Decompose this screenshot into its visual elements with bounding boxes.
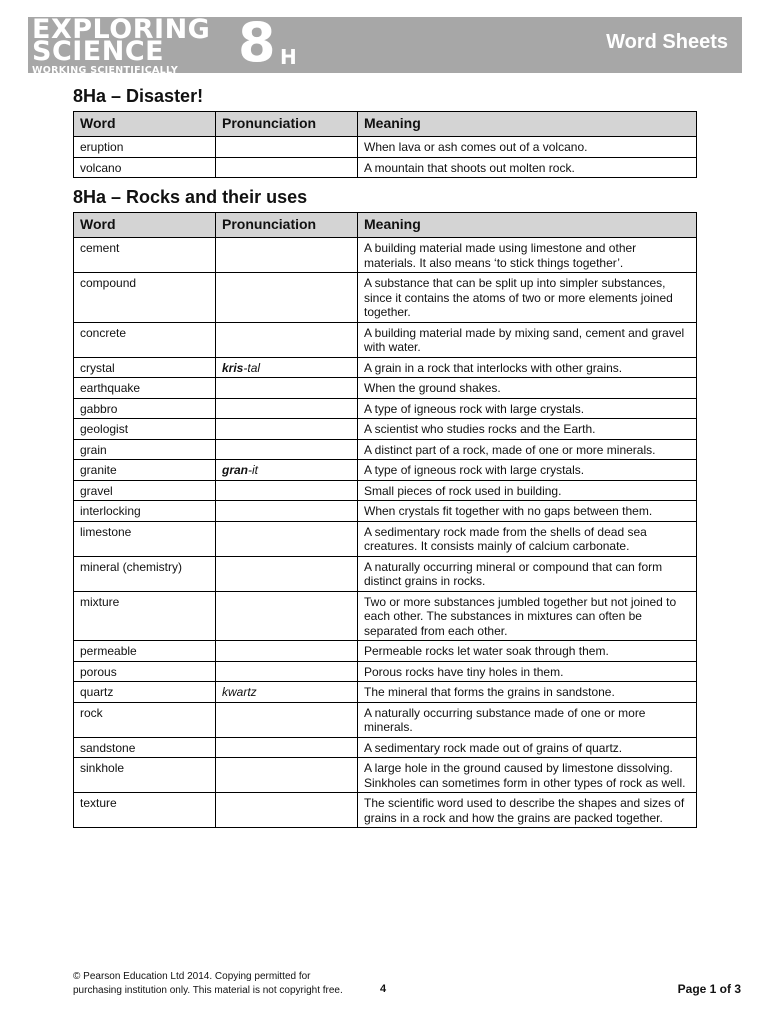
- word-cell: permeable: [74, 641, 216, 662]
- meaning-cell: A mountain that shoots out molten rock.: [358, 157, 697, 178]
- table-row: [74, 357, 697, 378]
- meaning-cell: When crystals fit together with no gaps between them.: [358, 501, 697, 522]
- table-row: [74, 682, 697, 703]
- meaning-cell: Two or more substances jumbled together but not joined to each other. The substances in mixtures can often be separated from each other.: [358, 591, 697, 641]
- table-header-row: [74, 213, 697, 238]
- meaning-cell: A naturally occurring substance made of one or more minerals.: [358, 702, 697, 737]
- pronunciation-cell: [216, 758, 358, 793]
- meaning-cell: Porous rocks have tiny holes in them.: [358, 661, 697, 682]
- word-cell: gabbro: [74, 398, 216, 419]
- section-rocks-and-their-uses: [73, 187, 696, 828]
- meaning-cell: A scientist who studies rocks and the Earth.: [358, 419, 697, 440]
- table-row: [74, 758, 697, 793]
- copyright-notice: [73, 970, 373, 998]
- unit-letter: H: [280, 45, 297, 69]
- word-cell: grain: [74, 439, 216, 460]
- table-row: [74, 439, 697, 460]
- meaning-cell: A sedimentary rock made out of grains of quartz.: [358, 737, 697, 758]
- column-header-pronunciation: Pronunciation: [216, 112, 358, 137]
- logo-line-1: EXPLORING: [32, 14, 211, 45]
- column-header-meaning: Meaning: [358, 112, 697, 137]
- meaning-cell: Permeable rocks let water soak through them.: [358, 641, 697, 662]
- word-cell: cement: [74, 238, 216, 273]
- word-cell: earthquake: [74, 378, 216, 399]
- pronunciation-cell: [216, 521, 358, 556]
- table-row: [74, 737, 697, 758]
- logo-line-3: WORKING SCIENTIFICALLY: [32, 65, 179, 76]
- table-row: [74, 419, 697, 440]
- pronunciation-cell: [216, 137, 358, 158]
- meaning-cell: A grain in a rock that interlocks with other grains.: [358, 357, 697, 378]
- word-table: [73, 212, 697, 828]
- pronunciation-cell: [216, 357, 358, 378]
- header-title: Word Sheets: [606, 31, 728, 53]
- word-cell: concrete: [74, 322, 216, 357]
- word-cell: granite: [74, 460, 216, 481]
- meaning-cell: A building material made using limestone and other materials. It also means ‘to stick things together’.: [358, 238, 697, 273]
- word-cell: porous: [74, 661, 216, 682]
- copyright-line-1: © Pearson Education Ltd 2014. Copying permitted for: [73, 971, 311, 982]
- pronunciation-cell: [216, 238, 358, 273]
- table-body: [74, 238, 697, 828]
- column-header-pronunciation: Pronunciation: [216, 213, 358, 238]
- pronunciation-cell: [216, 556, 358, 591]
- table-row: [74, 238, 697, 273]
- word-cell: sandstone: [74, 737, 216, 758]
- meaning-cell: A large hole in the ground caused by limestone dissolving. Sinkholes can sometimes form in other types of rock as well.: [358, 758, 697, 793]
- word-cell: gravel: [74, 480, 216, 501]
- exploring-science-logo: [32, 14, 211, 77]
- word-cell: mineral (chemistry): [74, 556, 216, 591]
- pronunciation-cell: [216, 737, 358, 758]
- table-row: [74, 157, 697, 178]
- meaning-cell: A naturally occurring mineral or compound that can form distinct grains in rocks.: [358, 556, 697, 591]
- pronunciation-cell: [216, 793, 358, 828]
- header-banner: [28, 11, 742, 76]
- meaning-cell: A type of igneous rock with large crystals.: [358, 460, 697, 481]
- syllable: -it: [248, 463, 259, 477]
- table-row: [74, 521, 697, 556]
- stressed-syllable: kris: [222, 360, 244, 375]
- meaning-cell: A distinct part of a rock, made of one or more minerals.: [358, 439, 697, 460]
- syllable: -tal: [243, 360, 261, 375]
- word-cell: geologist: [74, 419, 216, 440]
- word-cell: texture: [74, 793, 216, 828]
- pronunciation-cell: [216, 682, 358, 703]
- table-row: [74, 378, 697, 399]
- table-row: [74, 398, 697, 419]
- word-cell: compound: [74, 273, 216, 323]
- word-cell: crystal: [74, 357, 216, 378]
- word-cell: quartz: [74, 682, 216, 703]
- meaning-cell: When the ground shakes.: [358, 378, 697, 399]
- page-count: Page 1 of 3: [677, 982, 741, 996]
- table-row: [74, 137, 697, 158]
- word-cell: limestone: [74, 521, 216, 556]
- table-row: [74, 702, 697, 737]
- section-title: 8Ha – Rocks and their uses: [73, 187, 308, 207]
- word-cell: mixture: [74, 591, 216, 641]
- table-header-row: [74, 112, 697, 137]
- pronunciation-cell: [216, 480, 358, 501]
- meaning-cell: A sedimentary rock made from the shells of dead sea creatures. It consists mainly of calcium carbonate.: [358, 521, 697, 556]
- word-cell: volcano: [74, 157, 216, 178]
- stressed-syllable: gran: [222, 463, 249, 477]
- pronunciation-cell: [216, 460, 358, 481]
- pronunciation-cell: [216, 419, 358, 440]
- pronunciation-cell: [216, 439, 358, 460]
- column-header-meaning: Meaning: [358, 213, 697, 238]
- table-row: [74, 793, 697, 828]
- word-table: [73, 111, 697, 178]
- meaning-cell: A type of igneous rock with large crystals.: [358, 398, 697, 419]
- word-cell: interlocking: [74, 501, 216, 522]
- column-header-word: Word: [74, 213, 216, 238]
- pronunciation-cell: [216, 378, 358, 399]
- table-row: [74, 273, 697, 323]
- word-cell: eruption: [74, 137, 216, 158]
- column-header-word: Word: [74, 112, 216, 137]
- table-row: [74, 661, 697, 682]
- pronunciation-cell: [216, 702, 358, 737]
- pronunciation-cell: [216, 273, 358, 323]
- section-disaster: [73, 86, 696, 178]
- pronunciation-cell: [216, 157, 358, 178]
- table-body: [74, 137, 697, 178]
- pronunciation-cell: [216, 661, 358, 682]
- table-row: [74, 480, 697, 501]
- table-row: [74, 556, 697, 591]
- table-row: [74, 641, 697, 662]
- copyright-line-2: purchasing institution only. This material is not copyright free.: [73, 985, 343, 996]
- pronunciation-cell: [216, 501, 358, 522]
- meaning-cell: When lava or ash comes out of a volcano.: [358, 137, 697, 158]
- table-row: [74, 501, 697, 522]
- pronunciation-cell: [216, 322, 358, 357]
- word-cell: sinkhole: [74, 758, 216, 793]
- meaning-cell: A building material made by mixing sand, cement and gravel with water.: [358, 322, 697, 357]
- table-row: [74, 591, 697, 641]
- table-row: [74, 322, 697, 357]
- unit-number: 8: [238, 11, 276, 74]
- pronunciation-cell: [216, 591, 358, 641]
- pronunciation-cell: [216, 641, 358, 662]
- meaning-cell: The scientific word used to describe the shapes and sizes of grains in a rock and how the grains are packed together.: [358, 793, 697, 828]
- table-row: [74, 460, 697, 481]
- meaning-cell: A substance that can be split up into simpler substances, since it contains the atoms of two or more elements joined together.: [358, 273, 697, 323]
- meaning-cell: The mineral that forms the grains in sandstone.: [358, 682, 697, 703]
- meaning-cell: Small pieces of rock used in building.: [358, 480, 697, 501]
- word-cell: rock: [74, 702, 216, 737]
- logo-line-2: SCIENCE: [32, 36, 165, 67]
- pronunciation-cell: [216, 398, 358, 419]
- section-title: 8Ha – Disaster!: [73, 86, 204, 106]
- page-number: 4: [380, 983, 387, 995]
- syllable: kwartz: [222, 685, 257, 699]
